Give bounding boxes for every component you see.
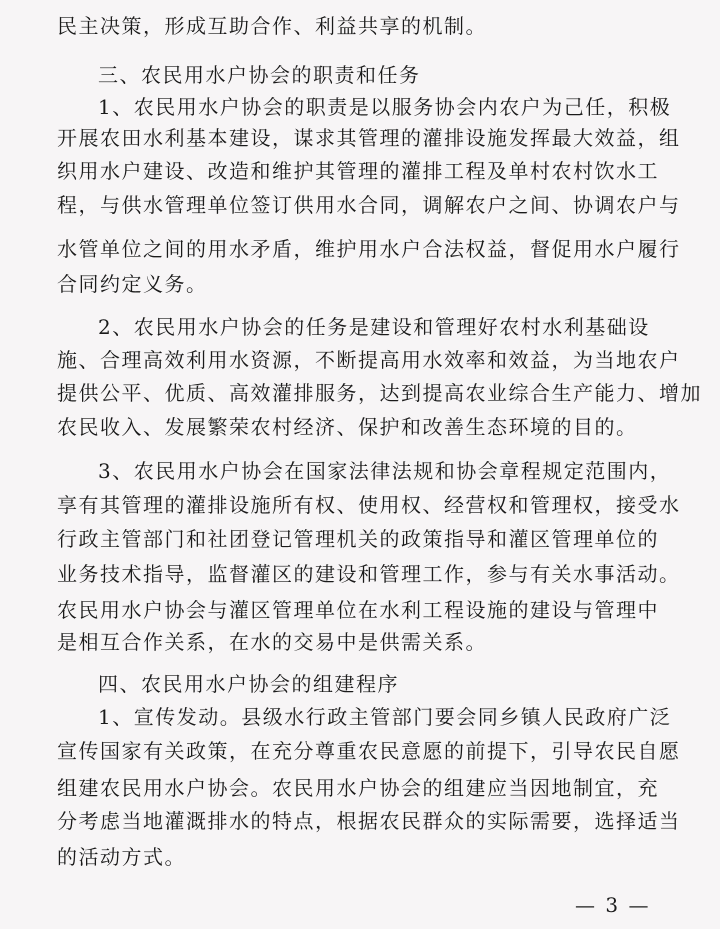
- text-line: 是相互合作关系，在水的交易中是供需关系。: [57, 630, 487, 654]
- text-line: 的活动方式。: [57, 845, 186, 869]
- text-line: 合同约定义务。: [57, 272, 208, 296]
- text-line: 水管单位之间的用水矛盾，维护用水户合法权益，督促用水户履行: [57, 237, 681, 261]
- text-line: 开展农田水利基本建设，谋求其管理的灌排设施发挥最大效益，组: [57, 126, 681, 150]
- text-line: 业务技术指导，监督灌区的建设和管理工作，参与有关水事活动。: [57, 562, 681, 586]
- text-line: 程，与供水管理单位签订供用水合同，调解农户之间、协调农户与: [57, 193, 681, 217]
- text-line: 农民用水户协会与灌区管理单位在水利工程设施的建设与管理中: [57, 598, 659, 622]
- text-line: 提供公平、优质、高效灌排服务，达到提高农业综合生产能力、增加: [57, 381, 702, 405]
- text-line: 分考虑当地灌溉排水的特点，根据农民群众的实际需要，选择适当: [57, 809, 681, 833]
- text-line: 1、宣传发动。县级水行政主管部门要会同乡镇人民政府广泛: [98, 705, 672, 729]
- text-line: 享有其管理的灌排设施所有权、使用权、经营权和管理权，接受水: [57, 493, 681, 517]
- text-line: 行政主管部门和社团登记管理机关的政策指导和灌区管理单位的: [57, 527, 659, 551]
- section-heading-3: 三、农民用水户协会的职责和任务: [98, 63, 421, 87]
- text-line: 织用水户建设、改造和维护其管理的灌排工程及单村农村饮水工: [57, 159, 659, 183]
- text-line: 组建农民用水户协会。农民用水户协会的组建应当因地制宜，充: [57, 776, 659, 800]
- text-line: 宣传国家有关政策，在充分尊重农民意愿的前提下，引导农民自愿: [57, 739, 681, 763]
- text-line: 施、合理高效利用水资源，不断提高用水效率和效益，为当地农户: [57, 348, 681, 372]
- text-line: 1、农民用水户协会的职责是以服务协会内农户为己任，积极: [98, 95, 672, 119]
- text-line: 3、农民用水户协会在国家法律法规和协会章程规定范围内，: [98, 459, 672, 483]
- page-number: — 3 —: [575, 893, 651, 917]
- text-line: 2、农民用水户协会的任务是建设和管理好农村水利基础设: [98, 315, 650, 339]
- section-heading-4: 四、农民用水户协会的组建程序: [98, 672, 399, 696]
- text-line: 农民收入、发展繁荣农村经济、保护和改善生态环境的目的。: [57, 415, 638, 439]
- text-line: 民主决策，形成互助合作、利益共享的机制。: [57, 14, 487, 38]
